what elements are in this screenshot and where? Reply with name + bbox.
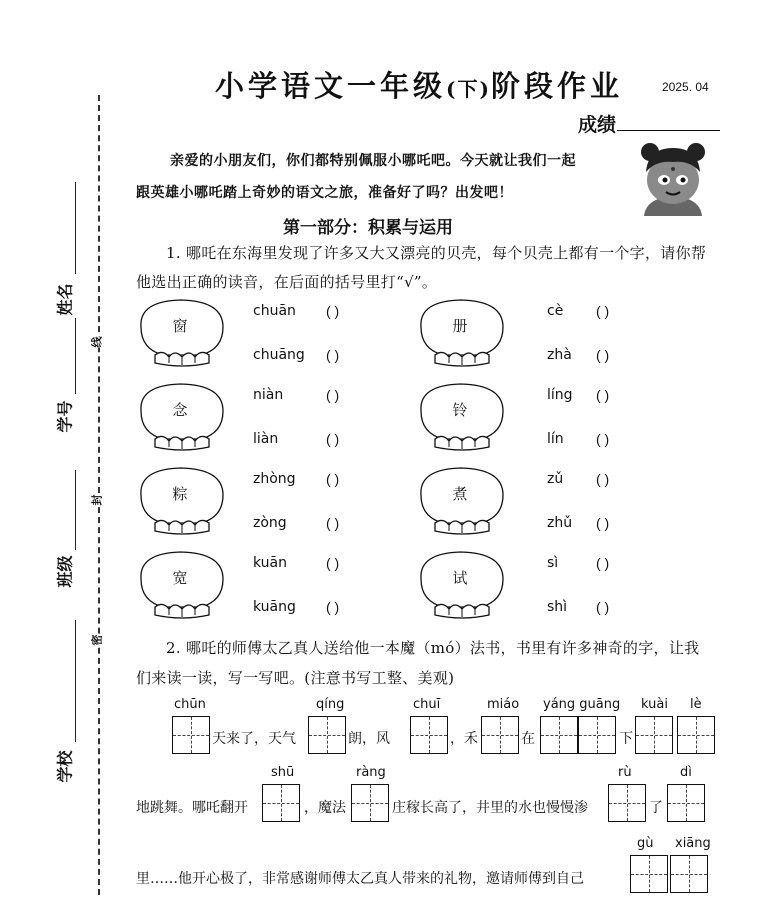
- shell-char: 煮: [452, 485, 468, 503]
- write-box-chun[interactable]: [172, 716, 210, 754]
- answer-paren[interactable]: ( ): [326, 431, 340, 447]
- answer-paren[interactable]: ( ): [326, 515, 340, 531]
- text-seg-6: 地跳舞。哪吒翻开: [136, 800, 248, 816]
- shell-char: 窗: [172, 317, 188, 335]
- answer-paren[interactable]: ( ): [326, 387, 340, 403]
- pinyin-option: cè: [547, 303, 564, 319]
- answer-paren[interactable]: ( ): [326, 347, 340, 363]
- pinyin-option: zhà: [547, 347, 572, 363]
- title-tail: 阶段作业: [490, 69, 623, 103]
- q2-line-1: 2. 哪吒的师傅太乙真人送给他一本魔（mó）法书，书里有许多神奇的字，让我: [166, 639, 700, 657]
- text-seg-3: ，禾: [450, 731, 478, 747]
- write-box-shu[interactable]: [262, 784, 300, 822]
- score-field[interactable]: [617, 130, 720, 131]
- shell-icon: [135, 549, 231, 621]
- pinyin-yang-guang: yáng guāng: [543, 697, 621, 712]
- pinyin-option: liàn: [253, 431, 279, 447]
- pinyin-chun: chūn: [174, 697, 206, 712]
- pinyin-option: zhǔ: [547, 515, 573, 531]
- answer-paren[interactable]: ( ): [596, 347, 610, 363]
- intro-line-1: 亲爱的小朋友们，你们都特别佩服小哪吒吧。今天就让我们一起: [170, 153, 576, 169]
- date: 2025. 04: [662, 80, 709, 94]
- write-box-yang[interactable]: [540, 716, 578, 754]
- school-line[interactable]: [75, 620, 76, 742]
- pinyin-ru: rù: [618, 765, 632, 780]
- pinyin-rang: ràng: [356, 765, 386, 780]
- write-box-kuai[interactable]: [635, 716, 673, 754]
- id-label: 学号: [55, 400, 75, 433]
- id-line[interactable]: [75, 318, 76, 394]
- shell-icon: [415, 381, 511, 453]
- title-main: 小学语文一年级: [215, 69, 447, 103]
- write-box-miao[interactable]: [481, 716, 519, 754]
- pinyin-shu: shū: [271, 765, 295, 780]
- pinyin-option: kuāng: [253, 599, 296, 615]
- text-seg-7: ，魔法: [304, 800, 346, 816]
- answer-paren[interactable]: ( ): [596, 599, 610, 615]
- shell-char: 粽: [172, 485, 188, 503]
- shell-char: 试: [452, 569, 468, 587]
- write-box-gu[interactable]: [630, 855, 668, 893]
- answer-paren[interactable]: ( ): [326, 471, 340, 487]
- pinyin-gu: gù: [637, 836, 654, 851]
- pinyin-option: zòng: [253, 515, 287, 531]
- shell-char: 册: [452, 317, 468, 335]
- text-seg-5: 下: [619, 731, 633, 747]
- answer-paren[interactable]: ( ): [596, 471, 610, 487]
- name-line[interactable]: [75, 182, 76, 274]
- shell-char: 铃: [452, 401, 468, 419]
- pinyin-kuai: kuài: [641, 697, 668, 712]
- answer-paren[interactable]: ( ): [596, 387, 610, 403]
- shell-icon: [415, 465, 511, 537]
- pinyin-chui: chuī: [413, 697, 441, 712]
- page-title: [215, 64, 623, 105]
- intro-line-2: 跟英雄小哪吒踏上奇妙的语文之旅，准备好了吗？出发吧！: [136, 185, 513, 201]
- text-seg-1: 天来了，天气: [212, 731, 296, 747]
- text-seg-10: 里……他开心极了，非常感谢师傅太乙真人带来的礼物，邀请师傅到自己: [136, 871, 584, 887]
- answer-paren[interactable]: ( ): [326, 555, 340, 571]
- answer-paren[interactable]: ( ): [326, 599, 340, 615]
- pinyin-option: líng: [547, 387, 573, 403]
- pinyin-miao: miáo: [487, 697, 520, 712]
- pinyin-option: kuān: [253, 555, 288, 571]
- class-line[interactable]: [75, 470, 76, 550]
- q1-line-1: 1. 哪吒在东海里发现了许多又大又漂亮的贝壳，每个贝壳上都有一个字，请你帮: [166, 244, 707, 262]
- write-box-di[interactable]: [667, 784, 705, 822]
- shell-char: 宽: [172, 569, 188, 587]
- shell-icon: [415, 297, 511, 369]
- pinyin-di: dì: [680, 765, 692, 780]
- write-box-qing[interactable]: [308, 716, 346, 754]
- write-box-le[interactable]: [677, 716, 715, 754]
- pinyin-option: lín: [547, 431, 564, 447]
- write-box-ru[interactable]: [608, 784, 646, 822]
- write-box-xiang[interactable]: [670, 855, 708, 893]
- cut-mark-mi: 密: [87, 635, 107, 646]
- section-title: 第一部分：积累与运用: [283, 218, 453, 238]
- pinyin-le: lè: [690, 697, 702, 712]
- nezha-avatar-icon: [626, 142, 720, 216]
- write-box-guang[interactable]: [578, 716, 616, 754]
- write-box-chui[interactable]: [410, 716, 448, 754]
- answer-paren[interactable]: ( ): [596, 515, 610, 531]
- answer-paren[interactable]: ( ): [596, 431, 610, 447]
- q1-line-2: 他选出正确的读音，在后面的括号里打“√”。: [136, 273, 438, 291]
- cut-mark-xian: 线: [87, 337, 107, 348]
- write-box-rang[interactable]: [351, 784, 389, 822]
- answer-paren[interactable]: ( ): [596, 303, 610, 319]
- pinyin-option: chuāng: [253, 347, 305, 363]
- shell-char: 念: [172, 401, 188, 419]
- title-volume: (下): [446, 77, 491, 101]
- answer-paren[interactable]: ( ): [326, 303, 340, 319]
- pinyin-option: shì: [547, 599, 568, 615]
- pinyin-qing: qíng: [316, 697, 345, 712]
- pinyin-xiang: xiāng: [675, 836, 711, 851]
- shell-icon: [135, 381, 231, 453]
- cut-mark-feng: 封: [87, 495, 107, 506]
- text-seg-9: 了: [649, 800, 663, 816]
- pinyin-option: zhòng: [253, 471, 296, 487]
- school-label: 学校: [55, 750, 75, 783]
- class-label: 班级: [55, 555, 75, 588]
- pinyin-option: zǔ: [547, 471, 564, 487]
- answer-paren[interactable]: ( ): [596, 555, 610, 571]
- shell-icon: [135, 465, 231, 537]
- pinyin-option: niàn: [253, 387, 284, 403]
- q2-line-2: 们来读一读，写一写吧。(注意书写工整、美观): [136, 669, 455, 687]
- text-seg-4: 在: [521, 731, 535, 747]
- pinyin-option: sì: [547, 555, 559, 571]
- shell-icon: [135, 297, 231, 369]
- text-seg-8: 庄稼长高了，井里的水也慢慢渗: [392, 800, 588, 816]
- text-seg-2: 朗，风: [348, 731, 390, 747]
- shell-icon: [415, 549, 511, 621]
- name-label: 姓名: [55, 283, 75, 316]
- pinyin-option: chuān: [253, 303, 296, 319]
- score-label: 成绩: [578, 114, 617, 136]
